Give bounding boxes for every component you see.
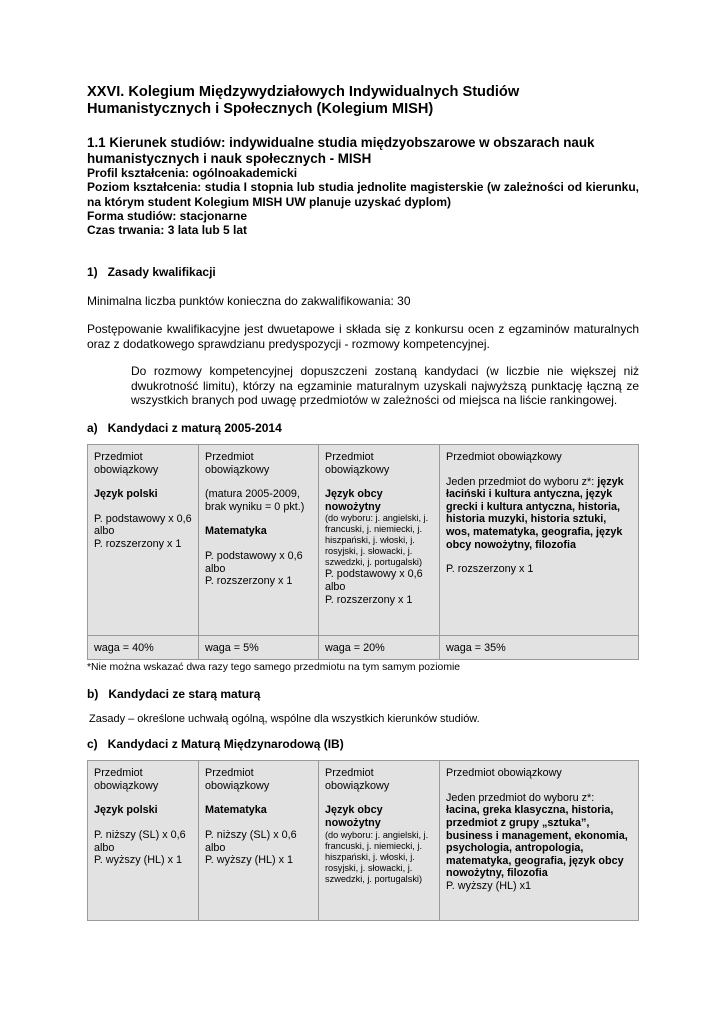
table-footnote: *Nie można wskazać dwa razy tego samego przedmiotu na tym samym poziomie bbox=[87, 661, 461, 673]
cell-head: Przedmiot obowiązkowy bbox=[205, 451, 270, 476]
level-text: P. wyższy (HL) x 1 bbox=[94, 854, 182, 867]
table-cell bbox=[199, 761, 319, 921]
procedure-text: Postępowanie kwalifikacyjne jest dwuetapowe i składa się z konkursu ocen z egzaminów maturalnych oraz z dodatkowego sprawdzianu predyspozycji - rozmowy kompetencyjnej. bbox=[87, 322, 639, 351]
ib-matura-table bbox=[87, 760, 639, 921]
table-cell bbox=[440, 761, 639, 921]
meta-poziom: Poziom kształcenia: studia I stopnia lub studia jednolite magisterskie (w zależności od kierunku, na którym student Kolegium MISH UW planuje uzyskać dyplom) bbox=[87, 180, 639, 209]
section-heading-b: b) Kandydaci ze starą maturą bbox=[87, 686, 261, 701]
table-cell bbox=[319, 445, 440, 636]
weight-cell: waga = 40% bbox=[88, 636, 199, 660]
level-text: P. wyższy (HL) x1 bbox=[446, 879, 531, 892]
cell-head: Przedmiot obowiązkowy bbox=[446, 451, 562, 464]
cell-head: Przedmiot obowiązkowy bbox=[325, 451, 390, 476]
weight-cell: waga = 5% bbox=[199, 636, 319, 660]
document-title bbox=[87, 84, 639, 118]
level-text: P. rozszerzony x 1 bbox=[205, 575, 293, 588]
cell-head: Przedmiot obowiązkowy bbox=[325, 767, 390, 792]
cell-head: Przedmiot obowiązkowy bbox=[94, 767, 159, 792]
subject-name: Język obcy nowożytny bbox=[325, 804, 383, 830]
or-text: albo bbox=[325, 581, 346, 594]
choice-list: język łaciński i kultura antyczna, język grecki i kultura antyczna, historia, historia muzyki, historia sztuki, wos, matematyka, geografia, język obcy nowożytny, filozofia bbox=[446, 475, 624, 551]
or-text: albo bbox=[94, 841, 115, 854]
document-page bbox=[87, 84, 639, 921]
level-text: P. rozszerzony x 1 bbox=[325, 593, 413, 606]
cell-head: Przedmiot obowiązkowy bbox=[94, 451, 159, 476]
program-heading bbox=[87, 135, 639, 166]
section-heading-1: 1) Zasady kwalifikacji bbox=[87, 265, 216, 280]
meta-profil: Profil kształcenia: ogólnoakademicki bbox=[87, 166, 298, 180]
weight-cell: waga = 35% bbox=[440, 636, 639, 660]
table-cell bbox=[88, 761, 199, 921]
level-text: P. rozszerzony x 1 bbox=[446, 563, 534, 576]
language-choice: (do wyboru: j. angielski, j. francuski, j. niemiecki, j. hiszpański, j. włoski, j. rosyjski, j. słowacki, j. szwedzki, j. portugalski) bbox=[325, 829, 429, 884]
table-cell bbox=[440, 445, 639, 636]
table-cell bbox=[319, 761, 440, 921]
section-heading-c: c) Kandydaci z Maturą Międzynarodową (IB) bbox=[87, 737, 344, 752]
table-cell bbox=[88, 445, 199, 636]
or-text: albo bbox=[205, 841, 226, 854]
matura-2005-table bbox=[87, 444, 639, 660]
level-text: P. rozszerzony x 1 bbox=[94, 538, 182, 551]
min-points-text: Minimalna liczba punktów konieczna do zakwalifikowania: 30 bbox=[87, 294, 411, 309]
cell-head: Przedmiot obowiązkowy bbox=[446, 767, 562, 780]
subtitle-line: 1.1 Kierunek studiów: indywidualne studia międzyobszarowe w obszarach nauk bbox=[87, 135, 595, 150]
subject-name: Matematyka bbox=[205, 804, 267, 817]
subject-name: Język obcy nowożytny bbox=[325, 488, 383, 513]
meta-forma: Forma studiów: stacjonarne bbox=[87, 208, 248, 223]
title-line: XXVI. Kolegium Międzywydziałowych Indywidualnych Studiów bbox=[87, 84, 520, 100]
cell-head: Przedmiot obowiązkowy bbox=[205, 767, 270, 792]
choice-intro: Jeden przedmiot do wyboru z*: bbox=[446, 475, 598, 488]
level-text: P. podstawowy x 0,6 bbox=[94, 512, 192, 525]
title-line: Humanistycznych i Społecznych (Kolegium MISH) bbox=[87, 101, 434, 117]
language-choice: (do wyboru: j. angielski, j. francuski, j. niemiecki, j. hiszpański, j. włoski, j. rosyjski, j. słowacki, j. szwedzki, j. portugalski) bbox=[325, 513, 429, 568]
subject-name: Matematyka bbox=[205, 525, 267, 538]
interview-text: Do rozmowy kompetencyjnej dopuszczeni zostaną kandydaci (w liczbie nie większej niż dwukrotność limitu), którzy na egzaminie maturalnym uzyskali najwyższą punktację łączną ze wszystkich branych pod uwagę przedmiotów w zależności od miejsca na liście rankingowej. bbox=[131, 364, 639, 408]
level-text: P. niższy (SL) x 0,6 bbox=[94, 829, 186, 842]
or-text: albo bbox=[94, 525, 115, 538]
level-text: P. niższy (SL) x 0,6 bbox=[205, 829, 297, 842]
choice-intro: Jeden przedmiot do wyboru z*: bbox=[446, 791, 595, 804]
elective-choice bbox=[446, 476, 633, 552]
level-text: P. wyższy (HL) x 1 bbox=[205, 854, 293, 867]
table-cell bbox=[199, 445, 319, 636]
meta-czas: Czas trwania: 3 lata lub 5 lat bbox=[87, 223, 248, 238]
level-text: P. podstawowy x 0,6 bbox=[205, 550, 303, 563]
subject-name: Język polski bbox=[94, 804, 158, 817]
weight-cell: waga = 20% bbox=[319, 636, 440, 660]
subject-name: Język polski bbox=[94, 488, 158, 501]
choice-list: łacina, greka klasyczna, historia, przedmiot z grupy „sztuka”, business i management, ekonomia, psychologia, antropologia, matematyka, geografia, język obcy nowożytny, filozofia bbox=[446, 804, 628, 880]
old-matura-text: Zasady – określone uchwałą ogólną, wspólne dla wszystkich kierunków studiów. bbox=[89, 712, 480, 725]
or-text: albo bbox=[205, 562, 226, 575]
subtitle-line: humanistycznych i nauk społecznych - MISH bbox=[87, 150, 372, 166]
level-text: P. podstawowy x 0,6 bbox=[325, 568, 423, 581]
cell-note: (matura 2005-2009, brak wyniku = 0 pkt.) bbox=[205, 488, 305, 513]
section-heading-a: a) Kandydaci z maturą 2005-2014 bbox=[87, 421, 282, 436]
